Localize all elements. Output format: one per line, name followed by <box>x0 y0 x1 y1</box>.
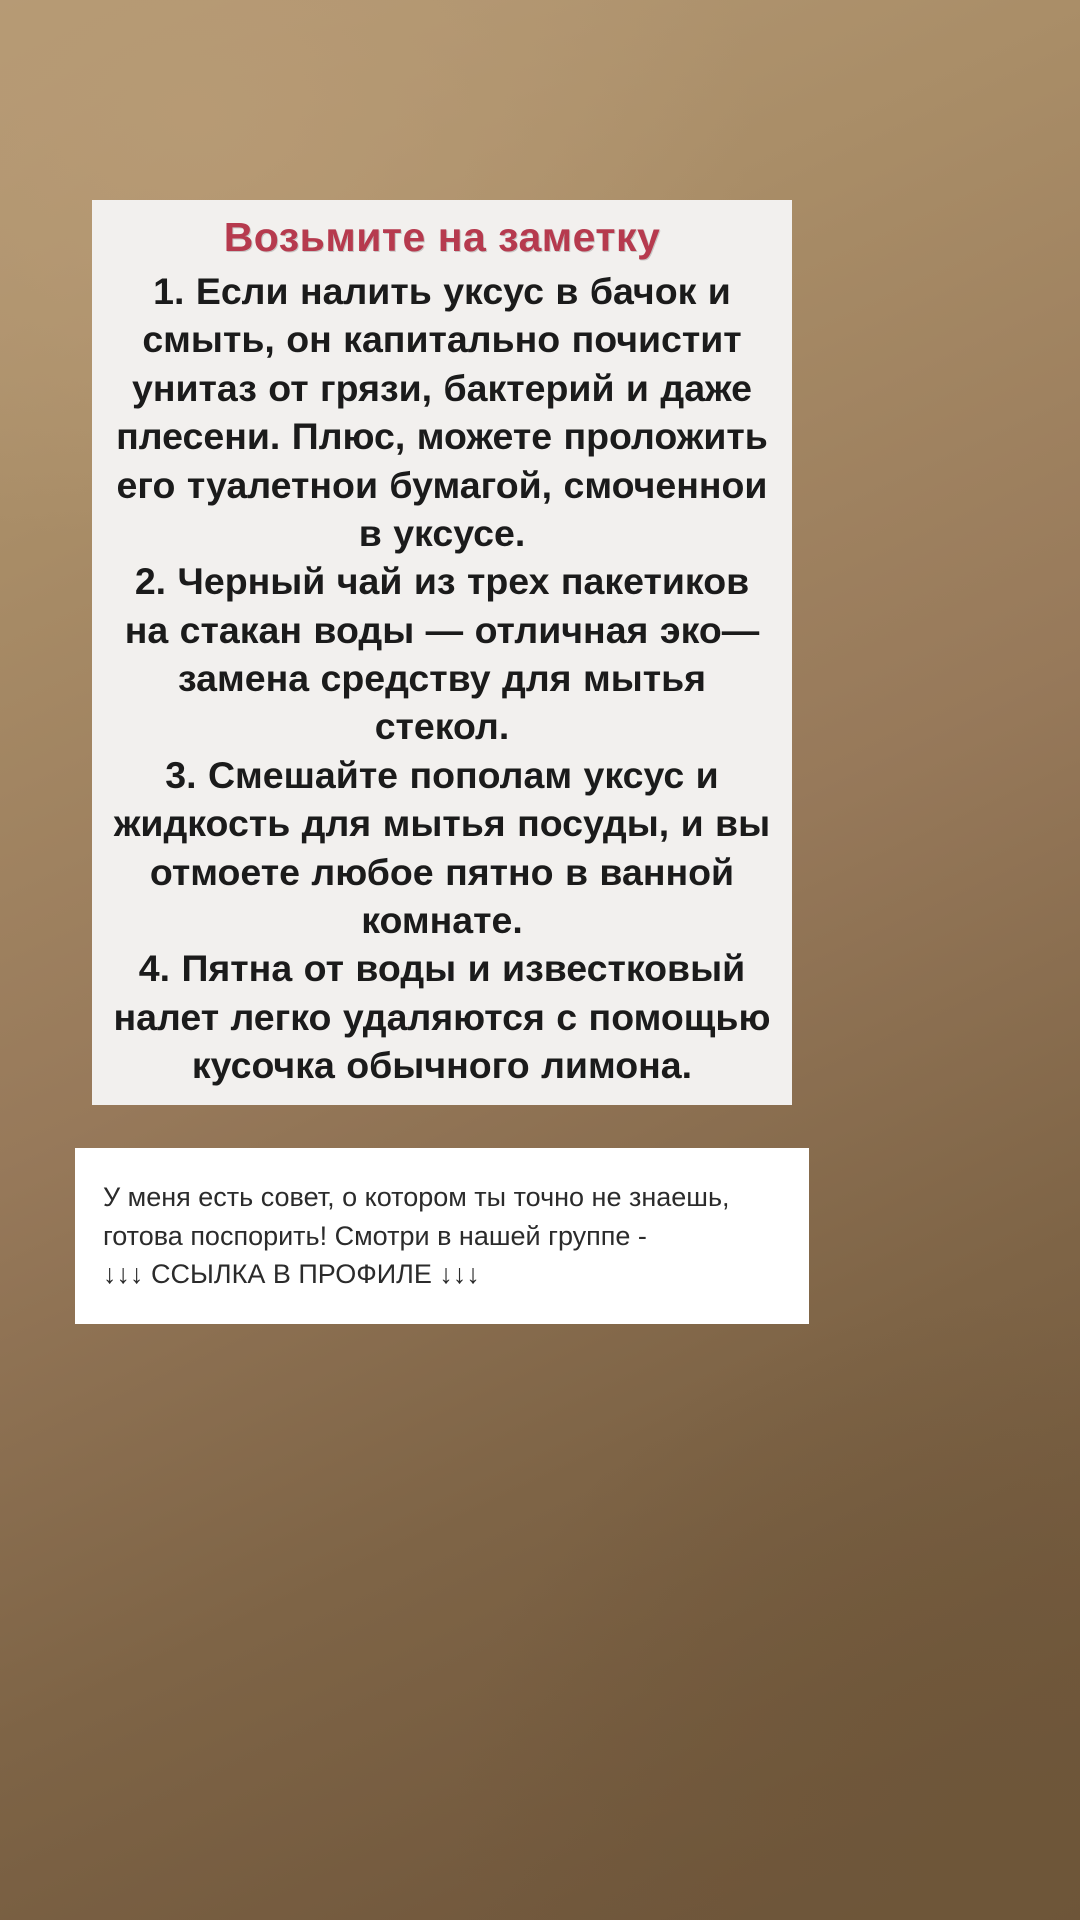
caption-line: ↓↓↓ ССЫЛКА В ПРОФИЛЕ ↓↓↓ <box>103 1259 480 1290</box>
caption-line: готова поспорить! Смотри в нашей группе - <box>103 1220 647 1251</box>
caption-card <box>75 1148 809 1324</box>
tip-item: 4. Пятна от воды и известковый налет легко удаляются с помощью кусочка обычного лимона. <box>113 947 771 1087</box>
tips-card <box>92 200 792 1105</box>
tip-item: 2. Черный чай из трех пакетиков на стакан воды — отличная эко—замена средству для мытья стекол. <box>124 560 760 748</box>
tips-heading: Возьмите на заметку <box>223 214 661 260</box>
caption-line: У меня есть совет, о котором ты точно не знаешь, <box>103 1182 730 1212</box>
tip-item: 1. Если налить уксус в бачок и смыть, он капитально почистит унитаз от грязи, бактерий и даже плесени. Плюс, можете проложить его туалетнои бумагой, смоченнои в уксусе. <box>116 270 768 554</box>
tips-body <box>104 267 780 1089</box>
tip-item: 3. Смешайте пополам уксус и жидкость для мытья посуды, и вы отмоете любое пятно в ванной комнате. <box>113 753 771 941</box>
